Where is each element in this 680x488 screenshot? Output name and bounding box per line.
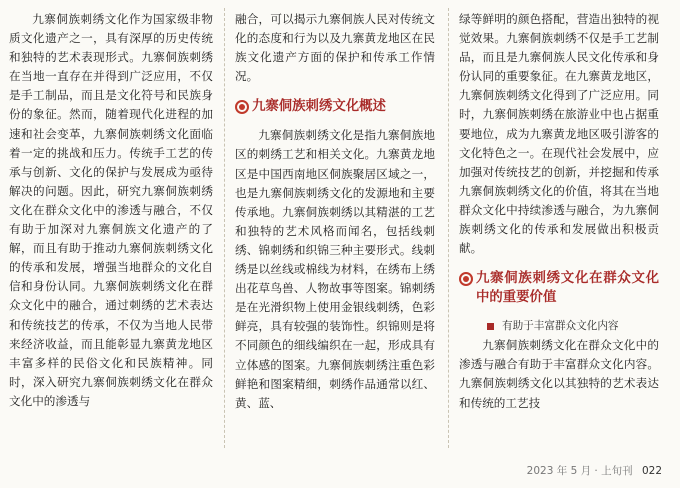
middle-column	[235, 10, 435, 413]
column-divider	[448, 8, 449, 448]
column-divider	[224, 8, 225, 448]
body-paragraph-continuation: 绿等鲜明的颜色搭配，营造出独特的视觉效果。九寨侗族刺绣不仅是手工艺制品，而且是九寨侗族人民文化传承和身份认同的重要象征。在九寨黄龙地区，九寨侗族刺绣文化得到了广泛应用。同时，九寨侗族刺绣在旅游业中也占据重要地位，成为九寨黄龙地区吸引游客的文化特色之一。在现代社会发展中，应加强对传统技艺的创新，并挖掘和传承九寨侗族刺绣文化的价值，将其在当地群众文化中持续渗透与融合，为九寨侗族刺绣文化的传承和发展做出积极贡献。	[459, 12, 659, 256]
body-paragraph: 九寨侗族刺绣文化在群众文化中的渗透与融合有助于丰富群众文化内容。九寨侗族刺绣文化以其独特的艺术表达和传统的工艺技	[459, 338, 659, 410]
section-title: 九寨侗族刺绣文化概述	[252, 99, 386, 115]
subheading-text: 有助于丰富群众文化内容	[502, 320, 619, 333]
subheading-square-icon	[487, 323, 494, 330]
section-title: 九寨侗族刺绣文化在群众文化中的重要价值	[476, 271, 659, 306]
section-heading	[235, 97, 435, 116]
section-bullet-icon	[235, 100, 249, 114]
issue-date: 2023 年 5 月 · 上旬刊	[526, 465, 633, 477]
body-paragraph: 九寨侗族刺绣文化作为国家级非物质文化遗产之一，具有深厚的历史传统和独特的艺术表现形式。九寨侗族刺绣在当地一直存在并得到广泛应用，不仅是手工制品，而且是文化符号和民族身份的象征。然而，随着现代化进程的加速和社会变革，九寨侗族刺绣文化面临着一定的挑战和压力。传统手工艺的传承与创新、文化的保护与发展成为亟待解决的问题。因此，研究九寨侗族刺绣文化在群众文化中的渗透与融合，不仅有助于加深对九寨侗族文化遗产的了解，而且有助于推动九寨侗族刺绣文化的传承和发展，增强当地群众的文化自信和身份认同。九寨侗族刺绣文化在群众文化中的融合，通过刺绣的艺术表达和传统技艺的传承，不仅为当地人民带来经济收益，而且能彰显九寨黄龙地区丰富多样的民俗文化和民族精神。同时，深入研究九寨侗族刺绣文化在群众文化中的渗透与	[9, 12, 213, 408]
left-column	[9, 10, 213, 411]
section-bullet-icon	[459, 272, 473, 286]
section-heading	[459, 269, 659, 307]
subheading	[459, 317, 659, 336]
right-column	[459, 10, 659, 413]
page-number: 022	[641, 465, 662, 477]
body-paragraph-continuation: 融合，可以揭示九寨侗族人民对传统文化的态度和行为以及九寨黄龙地区在民族文化遗产方面的保护和传承工作情况。	[235, 12, 435, 84]
page-footer	[527, 463, 662, 478]
body-paragraph: 九寨侗族刺绣文化是指九寨侗族地区的刺绣工艺和相关文化。九寨黄龙地区是中国西南地区侗族聚居区域之一，也是九寨侗族刺绣文化的发源地和主要传承地。九寨侗族刺绣以其精湛的工艺和独特的艺术风格而闻名，包括线刺绣、锦刺绣和织锦三种主要形式。线刺绣是以丝线或棉线为材料，在绣布上绣出花草鸟兽、人物故事等图案。锦刺绣是在光滑织物上使用金银线刺绣，色彩鲜亮，具有较强的装饰性。织锦则是将不同颜色的细线编织在一起，形成具有立体感的图案。九寨侗族刺绣注重色彩鲜艳和图案精细，刺绣作品通常以红、黄、蓝、	[235, 128, 435, 410]
